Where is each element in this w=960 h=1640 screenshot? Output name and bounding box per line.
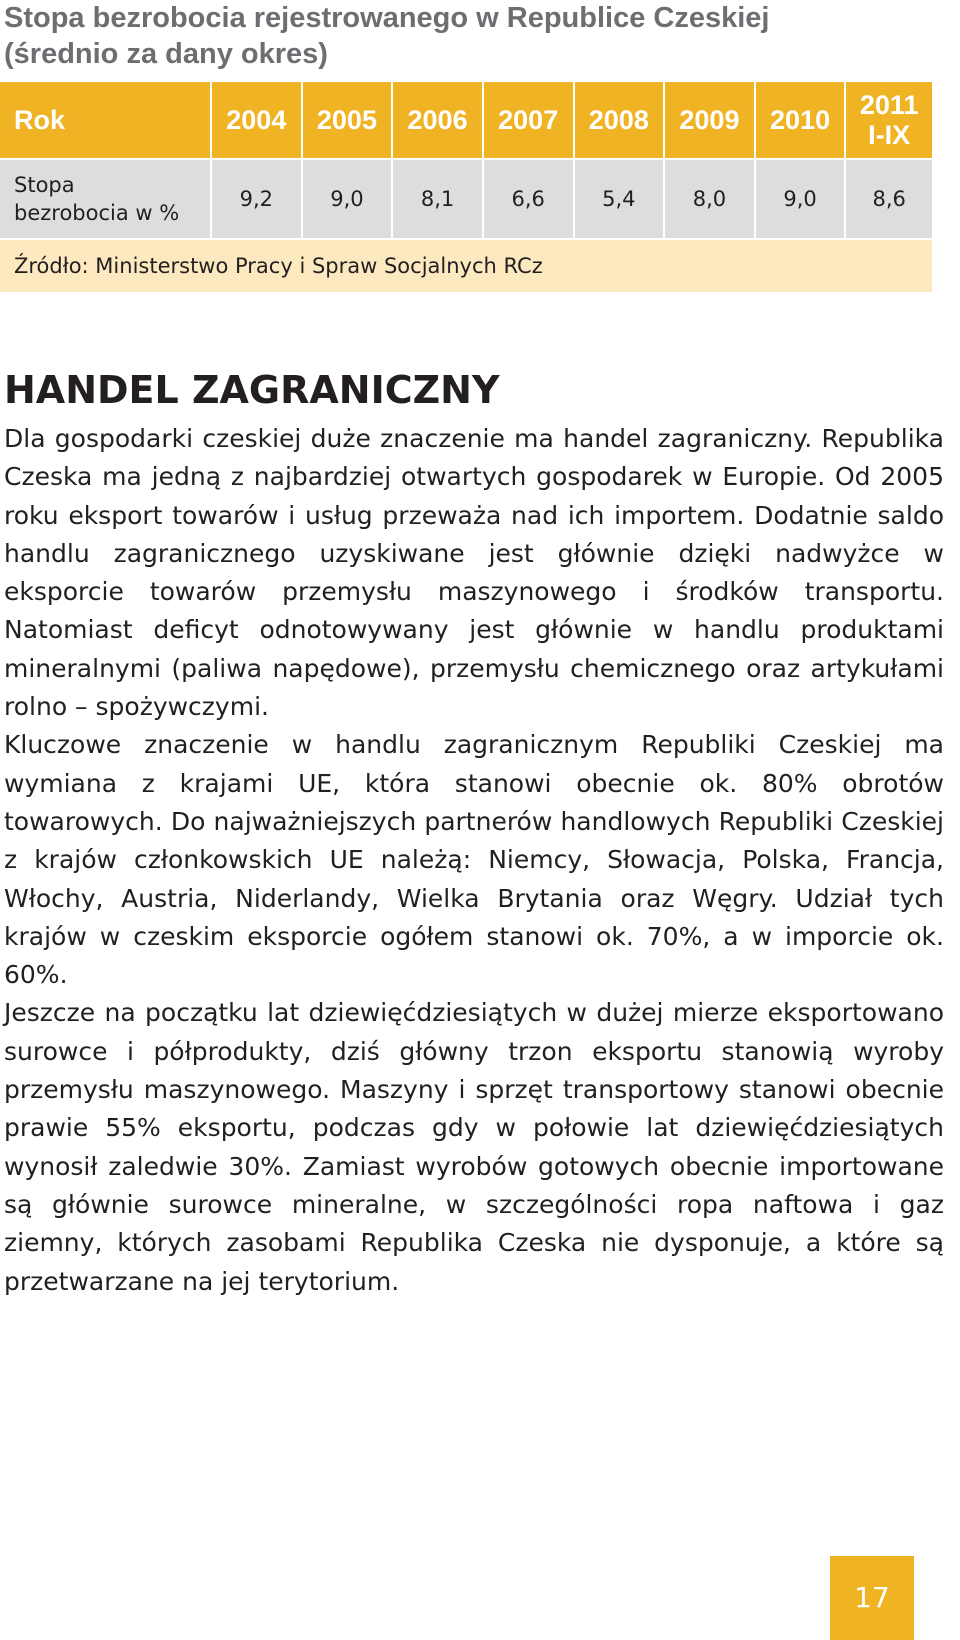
table-title xyxy=(4,0,944,72)
header-year: 2007 xyxy=(484,82,575,158)
paragraph: Kluczowe znaczenie w handlu zagranicznym Republiki Czeskiej ma wymiana z krajami UE, która stanowi obecnie ok. 80% obrotów towarowych. Do najważniejszych partnerów handlowych Republiki Czeskiej z krajów członkowskich UE należą: Niemcy, Słowacja, Polska, Francja, Włochy, Austria, Niderlandy, Wielka Brytania oraz Węgry. Udział tych krajów w czeskim eksporcie ogółem stanowi ok. 70%, a w imporcie ok. 60%. xyxy=(4,730,944,990)
paragraph: Jeszcze na początku lat dziewięćdziesiątych w dużej mierze eksportowano surowce i półprodukty, dziś główny trzon eksportu stanowią wyroby przemysłu maszynowego. Maszyny i sprzęt transportowy stanowi obecnie prawie 55% eksportu, podczas gdy w połowie lat dziewięćdziesiątych wynosił zaledwie 30%. Zamiast wyrobów gotowych obecnie importowane są głównie surowce mineralne, w szczególności ropa naftowa i gaz ziemny, których zasobami Republika Czeska nie dysponuje, a które są przetwarzane na jej terytorium. xyxy=(4,998,944,1296)
header-last-year: 2011 xyxy=(859,90,919,120)
header-year: 2010 xyxy=(756,82,847,158)
header-year-last xyxy=(846,82,932,158)
paragraph: Dla gospodarki czeskiej duże znaczenie ma handel zagraniczny. Republika Czeska ma jedną z najbardziej otwartych gospodarek w Europie. Od 2005 roku eksport towarów i usług przeważa nad ich importem. Dodatnie saldo handlu zagranicznego uzyskiwane jest głównie dzięki nadwyżce w eksporcie towarów przemysłu maszynowego i środków transportu. Natomiast deficyt odnotowywany jest głównie w handlu produktami mineralnymi (paliwa napędowe), przemysłu chemicznego oraz artykułami rolno – spożywczymi. xyxy=(4,424,944,722)
row-label xyxy=(0,158,212,238)
header-last-period: I-IX xyxy=(868,120,911,150)
body-text xyxy=(4,420,944,1301)
section-heading: HANDEL ZAGRANICZNY xyxy=(4,367,500,412)
table-title-line2: (średnio za dany okres) xyxy=(4,38,328,70)
header-year: 2006 xyxy=(393,82,484,158)
header-year: 2008 xyxy=(575,82,666,158)
unemployment-table xyxy=(0,82,932,238)
table-cell: 6,6 xyxy=(484,158,575,238)
table-cell: 9,0 xyxy=(303,158,394,238)
header-year: 2004 xyxy=(212,82,303,158)
header-year: 2005 xyxy=(303,82,394,158)
row-label-line2: bezrobocia w % xyxy=(14,201,180,225)
page-number: 17 xyxy=(830,1556,914,1640)
table-cell: 9,0 xyxy=(756,158,847,238)
row-label-line1: Stopa xyxy=(14,173,75,197)
table-cell: 8,1 xyxy=(393,158,484,238)
table-cell: 8,6 xyxy=(846,158,932,238)
table-source: Źródło: Ministerstwo Pracy i Spraw Socjalnych RCz xyxy=(0,240,932,292)
table-row xyxy=(0,158,932,238)
header-year-label: Rok xyxy=(0,82,212,158)
table-title-line1: Stopa bezrobocia rejestrowanego w Republice Czeskiej xyxy=(4,2,770,34)
table-cell: 8,0 xyxy=(665,158,756,238)
table-cell: 5,4 xyxy=(575,158,666,238)
header-year: 2009 xyxy=(665,82,756,158)
table-cell: 9,2 xyxy=(212,158,303,238)
table-header-row xyxy=(0,82,932,158)
